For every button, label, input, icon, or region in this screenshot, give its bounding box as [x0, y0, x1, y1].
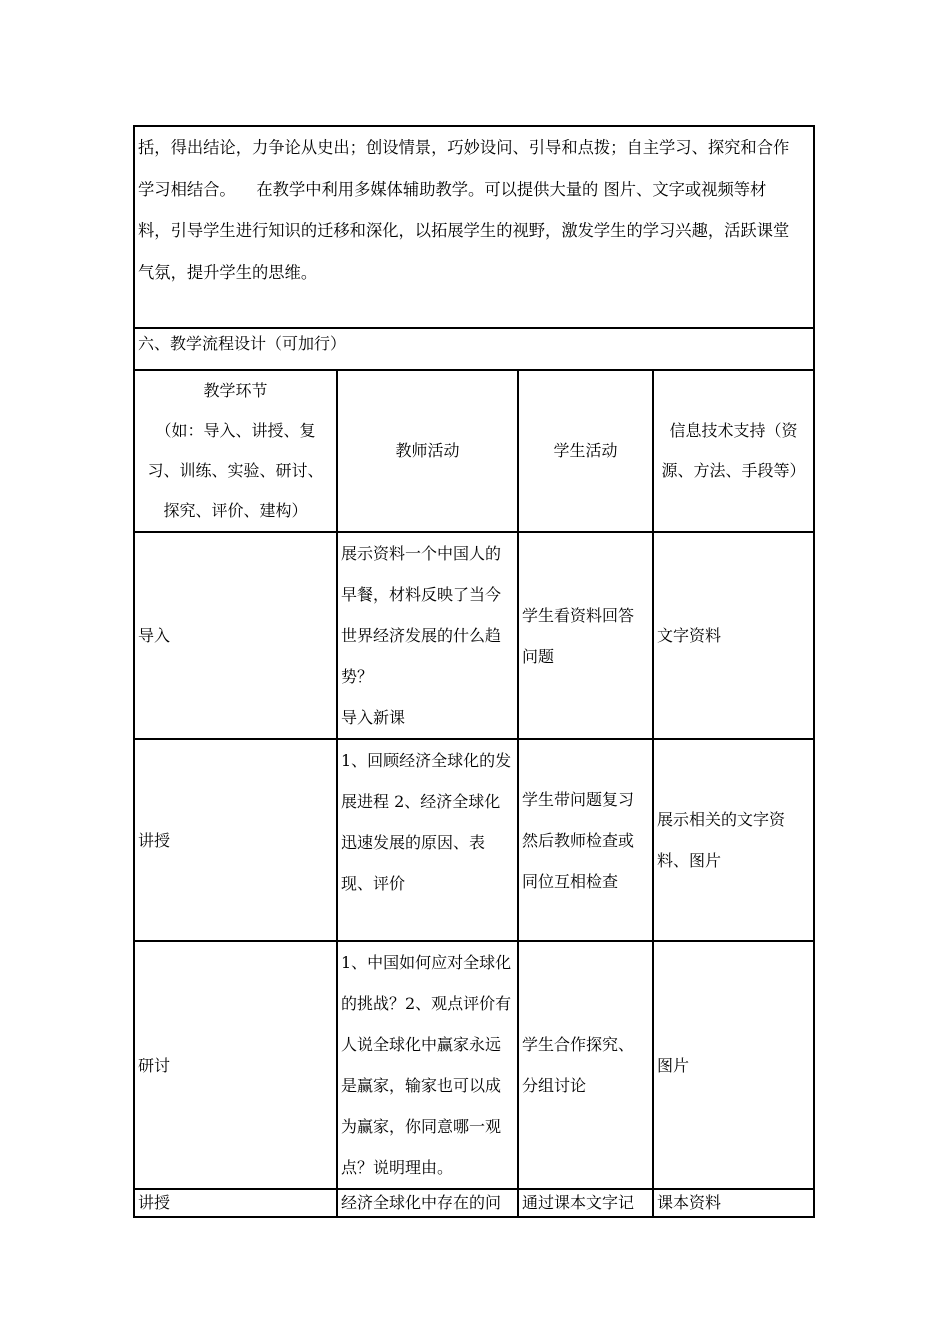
teacher-activity-cell [337, 532, 518, 739]
student-line: 学生看资料回答 [522, 605, 635, 625]
tech-line: 料、图片 [657, 851, 722, 870]
student-line: 问题 [522, 646, 555, 666]
header-tech-line-2: 源、方法、手段等） [661, 461, 806, 480]
table-row [134, 532, 814, 739]
table-header-row [134, 370, 814, 532]
table-row [134, 1189, 814, 1217]
tech-support-cell [653, 532, 814, 739]
student-activity-cell [518, 532, 653, 739]
teacher-line: 1、中国如何应对全球化 [341, 953, 512, 972]
student-line: 然后教师检查或 [522, 830, 635, 850]
stage-cell: 研讨 [134, 941, 337, 1189]
intro-line-4: 气氛，提升学生的思维。 [138, 262, 318, 282]
tech-line: 文字资料 [657, 626, 722, 645]
student-line: 学生带问题复习 [522, 789, 635, 809]
teaching-method-paragraph [134, 126, 814, 328]
teacher-line: 展示资料一个中国人的 [341, 544, 502, 563]
teacher-line: 的挑战？2、观点评价有 [341, 994, 512, 1013]
teacher-line: 1、回顾经济全球化的发 [341, 751, 512, 770]
header-teacher-activity: 教师活动 [337, 370, 518, 532]
student-line: 通过课本文字记 [522, 1193, 635, 1212]
teacher-line: 点？说明理由。 [341, 1158, 454, 1177]
teacher-activity-cell [337, 941, 518, 1189]
document-page [133, 125, 813, 1214]
stage-cell: 讲授 [134, 739, 337, 941]
teacher-line: 为赢家，你同意哪一观 [341, 1117, 502, 1136]
teacher-activity-cell [337, 739, 518, 941]
tech-support-cell [653, 739, 814, 941]
student-activity-cell [518, 941, 653, 1189]
teacher-line: 人说全球化中赢家永远 [341, 1035, 502, 1054]
tech-line: 展示相关的文字资 [657, 810, 786, 829]
header-stage-line-3: 习、训练、实验、研讨、 [147, 461, 324, 480]
intro-line-2: 学习相结合。 在教学中利用多媒体辅助教学。可以提供大量的 图片、文字或视频等材 [138, 179, 767, 199]
section-title: 六、教学流程设计（可加行） [134, 328, 814, 370]
student-line: 同位互相检查 [522, 871, 619, 891]
tech-line: 课本资料 [657, 1193, 722, 1212]
student-line: 学生合作探究、 [522, 1035, 635, 1054]
header-teaching-stage [134, 370, 337, 532]
teacher-line: 早餐，材料反映了当今 [341, 585, 502, 604]
stage-cell: 讲授 [134, 1189, 337, 1217]
header-tech-line-1: 信息技术支持（资 [669, 421, 798, 440]
tech-line: 图片 [657, 1055, 690, 1075]
header-stage-line-1: 教学环节 [203, 381, 268, 400]
teacher-line: 世界经济发展的什么趋 [341, 626, 502, 645]
header-stage-line-2: （如：导入、讲授、复 [155, 421, 316, 440]
intro-row [134, 126, 814, 328]
teacher-line: 势？ [341, 667, 374, 686]
teacher-line: 导入新课 [341, 708, 406, 727]
teacher-line: 经济全球化中存在的问 [341, 1193, 502, 1212]
table-row [134, 739, 814, 941]
tech-support-cell [653, 941, 814, 1189]
teacher-line: 是赢家，输家也可以成 [341, 1076, 502, 1095]
header-student-activity: 学生活动 [518, 370, 653, 532]
intro-line-1: 括，得出结论，力争论从史出；创设情景，巧妙设问、引导和点拨；自主学习、探究和合作 [138, 138, 790, 157]
tech-support-cell [653, 1189, 814, 1217]
student-activity-cell [518, 1189, 653, 1217]
student-line: 分组讨论 [522, 1076, 587, 1095]
lesson-plan-table [133, 125, 815, 1218]
teacher-line: 现、评价 [341, 874, 406, 893]
header-tech-support [653, 370, 814, 532]
teacher-line: 展进程 2、经济全球化 [341, 792, 501, 811]
header-stage-line-4: 探究、评价、建构） [163, 501, 308, 520]
stage-cell: 导入 [134, 532, 337, 739]
intro-line-3: 料，引导学生进行知识的迁移和深化，以拓展学生的视野，激发学生的学习兴趣，活跃课堂 [138, 221, 790, 240]
section-row [134, 328, 814, 370]
teacher-activity-cell [337, 1189, 518, 1217]
student-activity-cell [518, 739, 653, 941]
teacher-line: 迅速发展的原因、表 [341, 833, 486, 852]
table-row [134, 941, 814, 1189]
